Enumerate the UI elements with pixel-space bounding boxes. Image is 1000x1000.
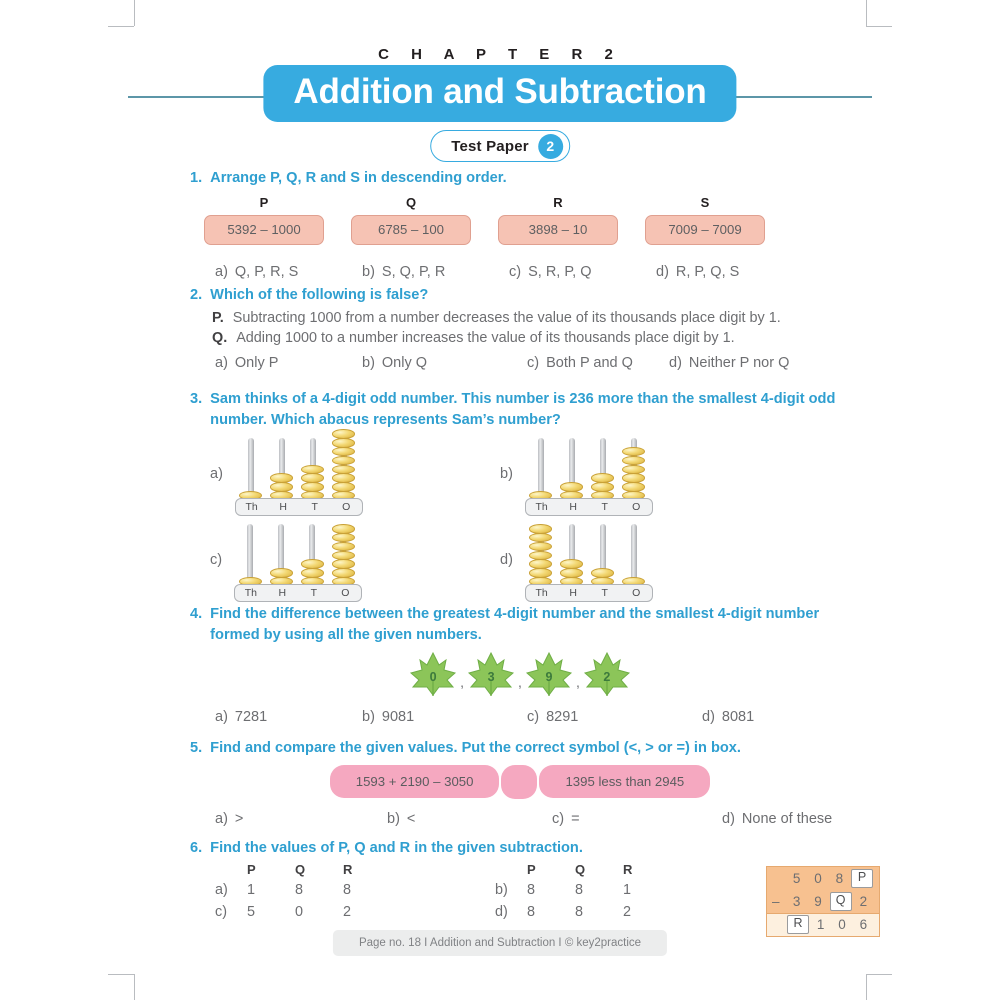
option-label: d) <box>495 903 508 920</box>
question-5-heading <box>190 738 850 759</box>
abacus-bead <box>529 542 552 551</box>
question-4-option-c[interactable] <box>527 709 702 725</box>
option-label: b) <box>362 263 375 280</box>
leaf-value: 0 <box>429 670 437 685</box>
question-6-option-a[interactable] <box>215 882 391 898</box>
option-text: Both P and Q <box>546 354 633 371</box>
option-label: a) <box>215 709 228 726</box>
subtrahend-digit-4: 2 <box>859 893 868 909</box>
question-6-option-c[interactable] <box>215 904 391 920</box>
question-5 <box>190 738 850 827</box>
question-6-left-block <box>215 862 391 920</box>
pqr-header-q: Q <box>575 861 586 877</box>
abacus-place-label: Th <box>245 501 258 514</box>
question-1-text: Arrange P, Q, R and S in descending order. <box>210 170 507 186</box>
question-3 <box>190 389 850 610</box>
abacus-place-label: T <box>601 587 608 600</box>
leaf-separator: , <box>575 674 580 691</box>
abacus-beads-h <box>561 560 583 586</box>
symbol-answer-box[interactable] <box>501 765 537 799</box>
option-value-r: 2 <box>343 903 352 920</box>
option-label: c) <box>552 810 565 827</box>
chapter-banner <box>0 65 1000 127</box>
pqr-headers-left <box>215 862 391 877</box>
option-label: b) <box>387 810 400 827</box>
test-paper-label: Test Paper <box>451 137 529 155</box>
question-4-number: 4. <box>190 606 203 622</box>
abacus-beads-t <box>301 560 323 586</box>
option-value-p: 8 <box>527 903 536 920</box>
question-4-text: Find the difference between the greatest 4-digit number and the smallest 4-digit number formed by using all the given numbers. <box>210 606 820 643</box>
crop-mark-top-right-horizontal <box>866 26 892 27</box>
abacus-rods <box>235 438 361 500</box>
option-text: 8291 <box>546 709 579 726</box>
tile-column-r <box>498 195 618 245</box>
abacus-beads-h <box>271 474 293 500</box>
option-text: 7281 <box>234 709 268 726</box>
option-value-r: 2 <box>623 903 632 920</box>
question-2-option-d[interactable] <box>669 355 789 371</box>
unknown-p-box[interactable]: P <box>851 869 873 888</box>
option-value-q: 8 <box>575 881 584 898</box>
leaf-separator: , <box>460 674 465 691</box>
question-1-heading <box>190 168 850 189</box>
leaf-value: 2 <box>603 670 611 685</box>
option-value-r: 8 <box>343 881 352 898</box>
option-value-q: 8 <box>575 903 584 920</box>
leaf-1 <box>467 651 515 697</box>
option-label: d) <box>656 263 669 280</box>
subtraction-row-minuend <box>767 867 879 890</box>
abacus-beads-t <box>302 465 324 500</box>
option-text: S, Q, P, R <box>381 263 446 280</box>
option-label: b) <box>362 709 375 726</box>
question-4-leaves <box>190 651 850 697</box>
tile-value-p: 5392 – 1000 <box>204 215 324 245</box>
subtraction-row-difference <box>767 913 879 936</box>
abacus-place-label: H <box>569 587 577 600</box>
pqr-header-p: P <box>527 861 536 877</box>
crop-mark-top-right-vertical <box>866 0 867 26</box>
pqr-header-r: R <box>623 861 633 877</box>
difference-digit-3: 0 <box>838 917 846 933</box>
pqr-header-q: Q <box>295 861 306 877</box>
statement-tag: P. <box>212 309 224 326</box>
tile-head-p: P <box>259 194 269 210</box>
abacus-bead <box>332 542 355 551</box>
chapter-label: C H A P T E R 2 <box>378 46 622 63</box>
question-2-statement-p <box>190 310 850 326</box>
unknown-q-box[interactable]: Q <box>830 892 852 911</box>
crop-mark-bottom-right-horizontal <box>866 974 892 975</box>
question-3-heading <box>190 389 850 430</box>
leaf-value: 9 <box>545 670 553 685</box>
question-6-option-b[interactable] <box>495 882 671 898</box>
option-text: R, P, Q, S <box>675 263 740 280</box>
option-text: Only P <box>234 354 279 371</box>
abacus-option-b[interactable] <box>500 438 651 516</box>
question-2-option-b[interactable] <box>362 355 527 371</box>
option-text: S, R, P, Q <box>528 263 592 280</box>
question-1-number: 1. <box>190 170 203 186</box>
question-5-option-a[interactable] <box>215 811 387 827</box>
question-2-text: Which of the following is false? <box>210 287 429 303</box>
option-text: 9081 <box>381 709 415 726</box>
option-text: > <box>234 810 244 827</box>
question-3-number: 3. <box>190 391 203 407</box>
abacus-place-label: O <box>341 587 350 600</box>
abacus-beads-o <box>332 525 354 587</box>
question-6-number: 6. <box>190 840 203 856</box>
pill-left-expression: 1593 + 2190 – 3050 <box>330 765 500 798</box>
question-2-option-c[interactable] <box>527 355 669 371</box>
question-1 <box>190 168 850 280</box>
abacus-place-label: Th <box>535 587 548 600</box>
abacus-c <box>234 524 360 602</box>
abacus-place-label: O <box>632 587 641 600</box>
option-label: a) <box>215 881 228 898</box>
question-5-text: Find and compare the given values. Put the correct symbol (<, > or =) in box. <box>210 740 741 756</box>
leaf-value: 3 <box>487 670 495 685</box>
option-label: d) <box>669 354 682 371</box>
abacus-label-b: b) <box>500 466 513 483</box>
abacus-base <box>525 584 653 602</box>
question-2-options <box>190 355 850 371</box>
question-6 <box>190 838 868 936</box>
abacus-label-a: a) <box>210 466 223 483</box>
question-1-option-c[interactable] <box>509 264 656 280</box>
statement-tag: Q. <box>212 329 228 346</box>
subtraction-grid <box>766 866 880 937</box>
option-label: c) <box>215 903 227 920</box>
tile-value-r: 3898 – 10 <box>498 215 618 245</box>
question-6-body <box>190 861 868 936</box>
question-2 <box>190 285 850 371</box>
question-1-option-a[interactable] <box>215 264 362 280</box>
abacus-bead <box>622 456 645 465</box>
pqr-spacer <box>495 862 527 877</box>
question-5-pills <box>190 765 850 799</box>
option-value-q: 8 <box>295 881 304 898</box>
test-paper-number: 2 <box>538 134 563 159</box>
option-label: b) <box>362 354 375 371</box>
option-label: b) <box>495 881 508 898</box>
abacus-option-d[interactable] <box>500 524 651 602</box>
question-5-number: 5. <box>190 740 203 756</box>
option-text: = <box>571 810 580 827</box>
question-1-options <box>190 264 850 280</box>
difference-digit-4: 6 <box>859 917 868 933</box>
subtraction-row-subtrahend <box>767 890 879 913</box>
tile-value-q: 6785 – 100 <box>351 215 471 245</box>
question-4-heading <box>190 604 850 645</box>
statement-text: Subtracting 1000 from a number decreases the value of its thousands place digit by 1. <box>232 309 781 326</box>
minuend-digit-2: 0 <box>814 870 822 886</box>
option-value-r: 1 <box>623 881 632 898</box>
question-6-heading <box>190 838 850 859</box>
abacus-place-label: T <box>311 501 318 514</box>
question-5-options <box>190 811 850 827</box>
abacus-place-label: Th <box>244 587 257 600</box>
abacus-place-label: Th <box>535 501 548 514</box>
option-value-q: 0 <box>295 903 304 920</box>
abacus-label-d: d) <box>500 552 513 569</box>
abacus-place-label: T <box>310 587 318 600</box>
question-5-option-b[interactable] <box>387 811 552 827</box>
option-text: Neither P nor Q <box>688 354 790 371</box>
question-4-option-d[interactable] <box>702 709 754 725</box>
page-title: Addition and Subtraction <box>263 65 736 122</box>
question-1-option-d[interactable] <box>656 264 739 280</box>
question-6-option-d[interactable] <box>495 904 671 920</box>
question-5-option-d[interactable] <box>722 811 832 827</box>
test-paper-badge <box>430 130 570 162</box>
question-4-option-b[interactable] <box>362 709 527 725</box>
tile-head-s: S <box>700 194 710 210</box>
tile-value-s: 7009 – 7009 <box>645 215 765 245</box>
question-4 <box>190 604 850 725</box>
minus-operator: – <box>772 893 780 909</box>
question-4-options <box>190 709 850 725</box>
difference-digit-2: 1 <box>816 917 825 933</box>
crop-mark-bottom-left-horizontal <box>108 974 134 975</box>
question-2-number: 2. <box>190 287 203 303</box>
abacus-rods <box>525 438 651 500</box>
abacus-label-c: c) <box>210 552 223 569</box>
option-label: c) <box>509 263 522 280</box>
pqr-headers-right <box>495 862 671 877</box>
page-footer: Page no. 18 I Addition and Subtraction I © key2practice <box>333 930 667 956</box>
question-6-text: Find the values of P, Q and R in the given subtraction. <box>210 840 583 856</box>
tile-column-p <box>204 195 324 245</box>
tile-head-r: R <box>553 194 563 210</box>
crop-mark-bottom-right-vertical <box>866 974 867 1000</box>
option-label: a) <box>215 263 228 280</box>
abacus-beads-o <box>333 430 355 500</box>
question-1-option-b[interactable] <box>362 264 509 280</box>
option-text: 8081 <box>721 709 755 726</box>
abacus-base <box>235 498 363 516</box>
question-2-heading <box>190 285 850 306</box>
abacus-place-label: H <box>279 501 287 514</box>
leaf-2 <box>525 651 573 697</box>
option-text: Q, P, R, S <box>234 263 299 280</box>
question-5-option-c[interactable] <box>552 811 722 827</box>
abacus-beads-o <box>623 448 645 501</box>
option-label: a) <box>215 354 228 371</box>
question-2-option-a[interactable] <box>215 355 362 371</box>
leaf-separator: , <box>518 674 522 691</box>
subtrahend-digit-1: 3 <box>792 893 801 909</box>
minuend-digit-3: 8 <box>835 870 844 886</box>
question-4-option-a[interactable] <box>215 709 362 725</box>
leaf-0 <box>409 651 457 697</box>
abacus-place-label: O <box>632 501 641 514</box>
minuend-digit-1: 5 <box>792 870 801 886</box>
abacus-beads-th <box>530 525 552 587</box>
question-3-text: Sam thinks of a 4-digit odd number. This number is 236 more than the smallest 4-digit odd number. Which abacus represents Sam’s number? <box>210 391 836 428</box>
tile-column-q <box>351 195 471 245</box>
crop-mark-bottom-left-vertical <box>134 974 135 1000</box>
abacus-option-a[interactable] <box>210 438 361 516</box>
leaf-3 <box>583 651 631 697</box>
option-value-p: 8 <box>527 881 536 898</box>
option-text: None of these <box>741 810 833 827</box>
crop-mark-top-left-vertical <box>134 0 135 26</box>
abacus-d <box>525 524 651 602</box>
tile-head-q: Q <box>405 194 417 210</box>
pqr-header-p: P <box>247 861 256 877</box>
pqr-spacer <box>215 862 247 877</box>
option-text: < <box>406 810 416 827</box>
tile-column-s <box>645 195 765 245</box>
abacus-place-label: H <box>569 501 577 514</box>
abacus-grid <box>190 438 850 610</box>
option-label: d) <box>702 709 715 726</box>
abacus-b <box>525 438 651 516</box>
option-label: c) <box>527 709 540 726</box>
question-2-statement-q <box>190 330 850 346</box>
abacus-a <box>235 438 361 516</box>
option-value-p: 1 <box>247 881 256 898</box>
option-label: a) <box>215 810 228 827</box>
option-label: c) <box>527 354 540 371</box>
abacus-place-label: H <box>278 587 287 600</box>
unknown-r-box[interactable]: R <box>787 915 809 934</box>
abacus-bead <box>332 456 355 465</box>
statement-text: Adding 1000 to a number increases the value of its thousands place digit by 1. <box>236 329 735 346</box>
subtrahend-digit-2: 9 <box>814 893 822 909</box>
abacus-base <box>525 498 653 516</box>
crop-mark-top-left-horizontal <box>108 26 134 27</box>
abacus-option-c[interactable] <box>210 524 360 602</box>
pqr-header-r: R <box>343 861 353 877</box>
abacus-base <box>234 584 362 602</box>
question-1-tiles <box>190 195 850 253</box>
abacus-place-label: T <box>601 501 608 514</box>
abacus-rods <box>234 524 360 586</box>
pill-right-expression: 1395 less than 2945 <box>539 765 710 798</box>
option-value-p: 5 <box>247 903 256 920</box>
option-label: d) <box>722 810 735 827</box>
abacus-beads-t <box>592 474 614 500</box>
option-text: Only Q <box>381 354 428 371</box>
abacus-rods <box>525 524 651 586</box>
question-6-right-block <box>495 862 671 920</box>
abacus-place-label: O <box>342 501 351 514</box>
